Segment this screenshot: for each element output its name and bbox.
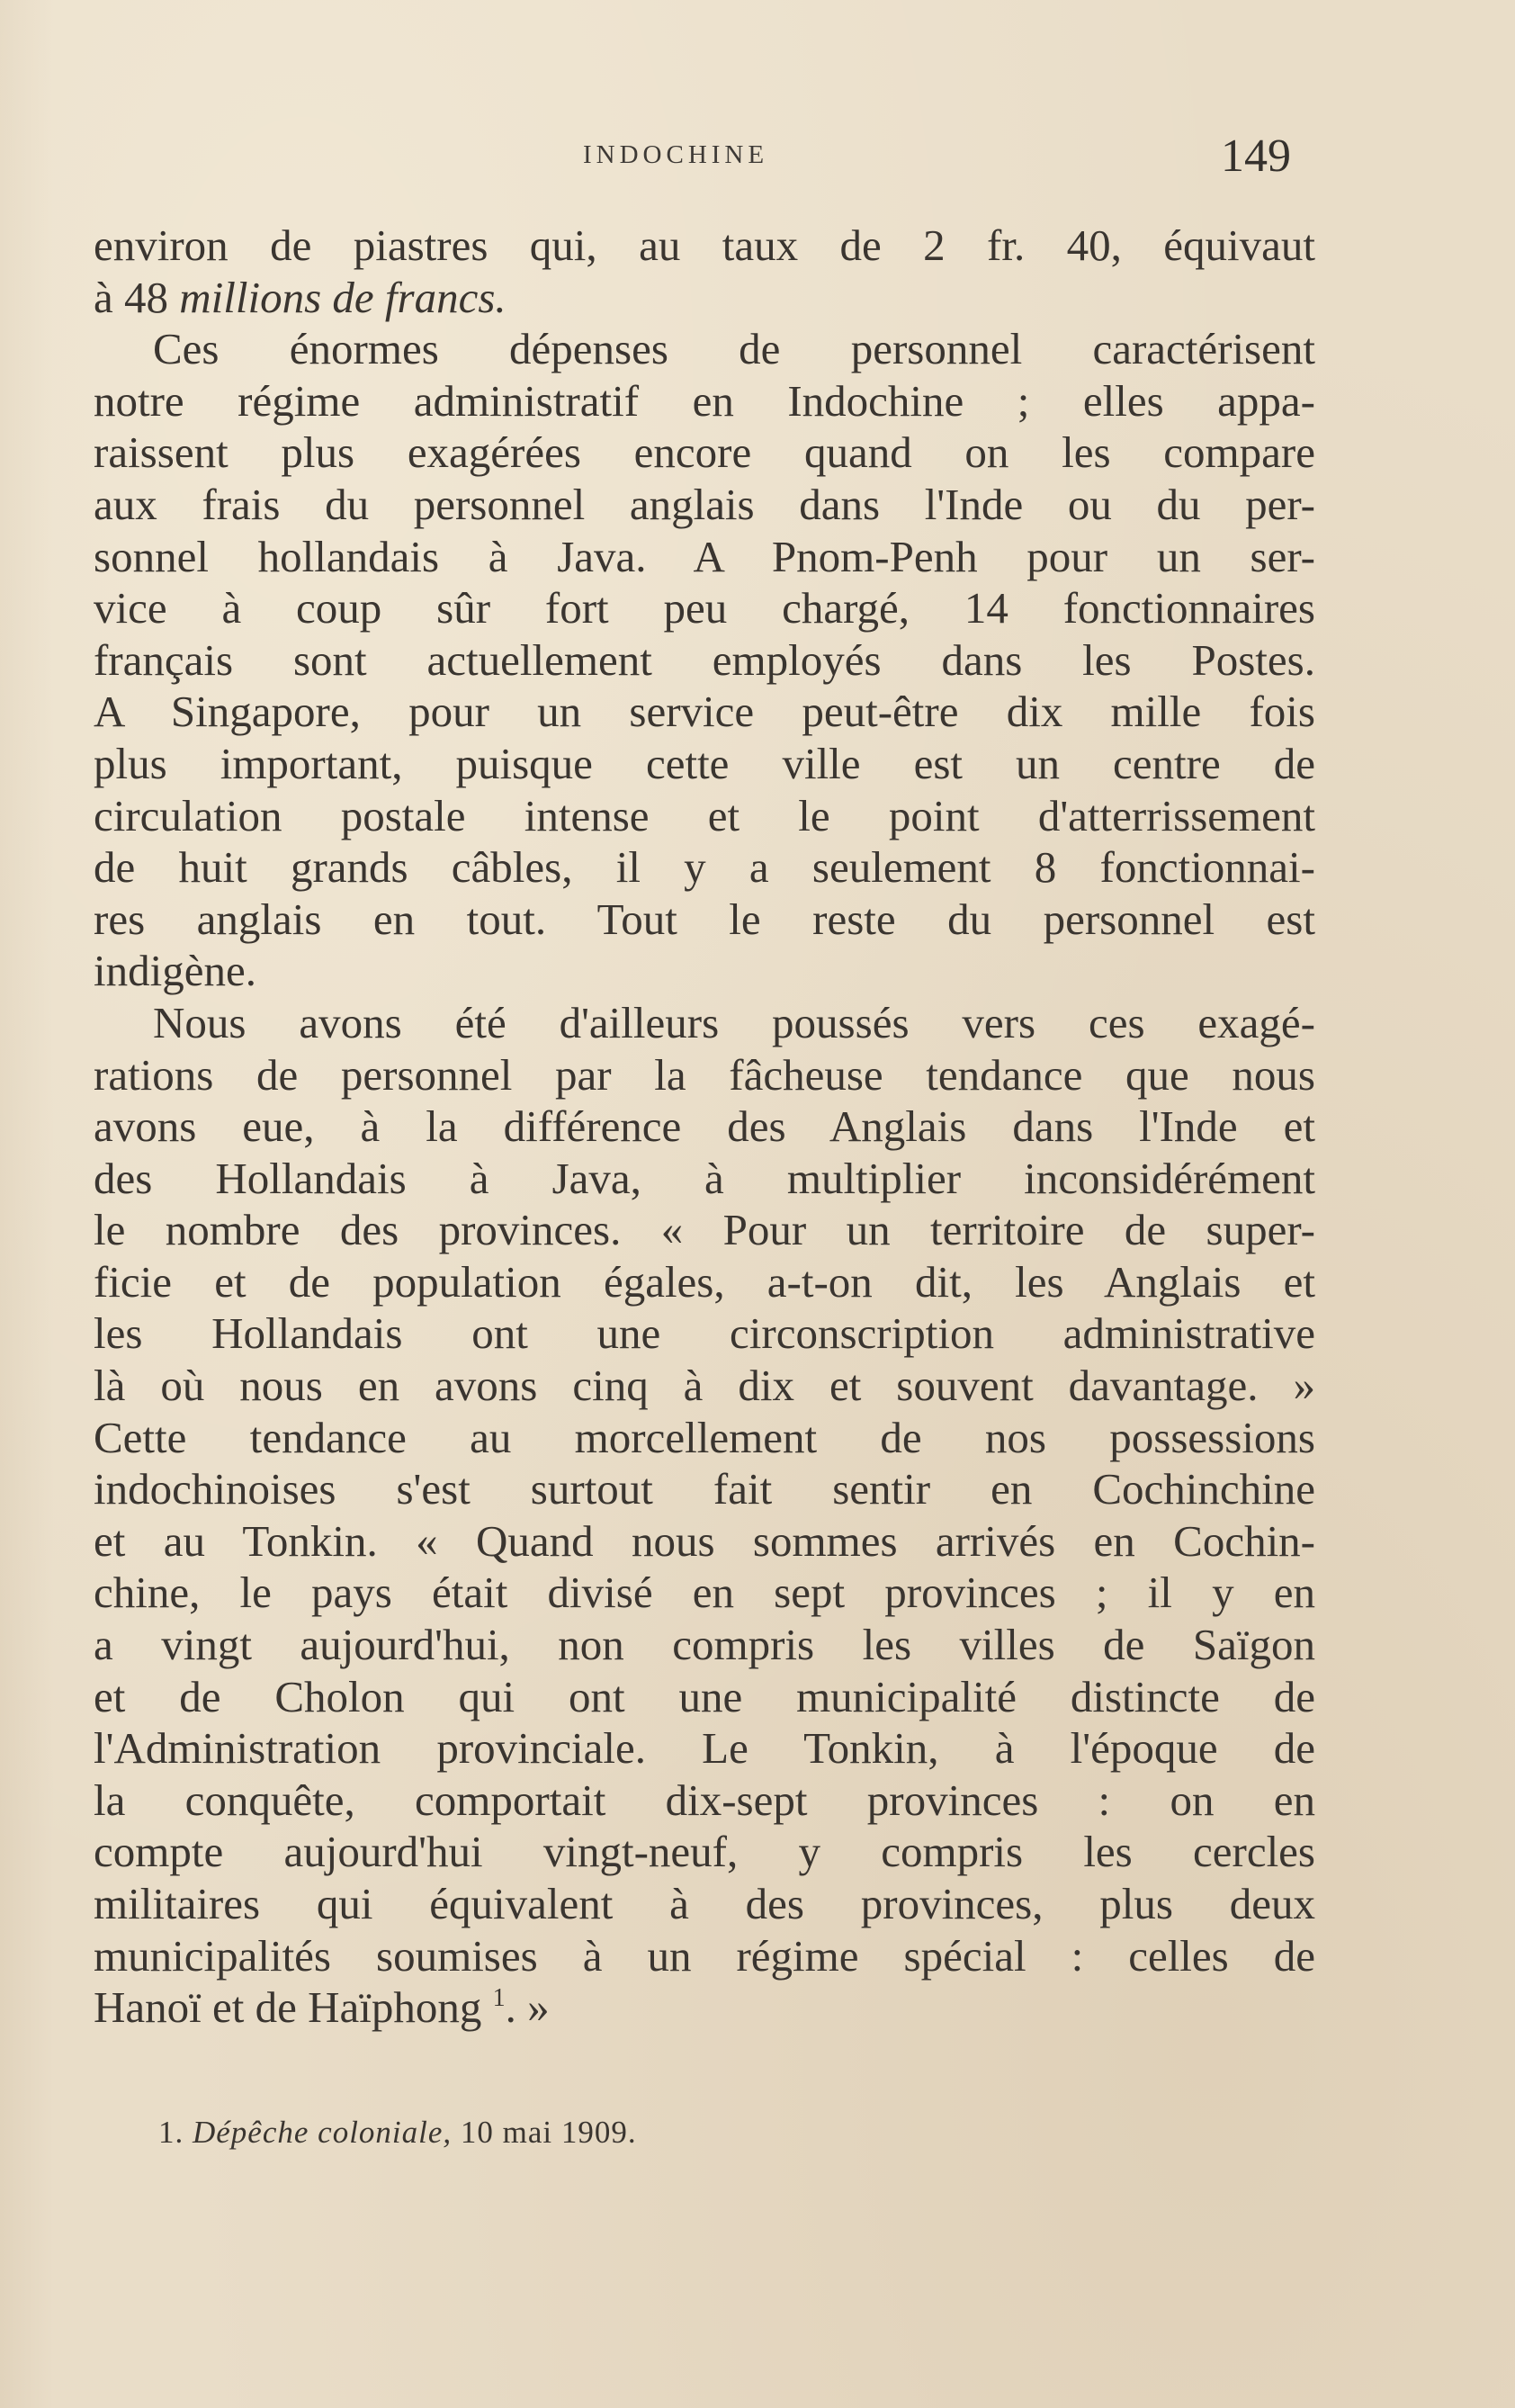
text-line: les Hollandais ont une circonscription administrative <box>94 1308 1315 1359</box>
text-line: aux frais du personnel anglais dans l'Inde ou du per- <box>94 479 1315 529</box>
text-line: militaires qui équivalent à des provinces, plus deux <box>94 1879 1315 1928</box>
text-line: là où nous en avons cinq à dix et souvent davantage. » <box>94 1361 1315 1411</box>
text-line: notre régime administratif en Indochine ; elles appa- <box>94 375 1315 426</box>
paragraph-start-line: Nous avons été d'ailleurs poussés vers ces exagé- <box>153 997 1315 1047</box>
text-line: et de Cholon qui ont une municipalité distincte de <box>94 1671 1315 1721</box>
text-line: et au Tonkin. « Quand nous sommes arrivés en Cochin- <box>94 1515 1315 1566</box>
text-line: compte aujourd'hui vingt-neuf, y compris les cercles <box>94 1827 1315 1877</box>
text-line: le nombre des provinces. « Pour un territoire de super- <box>94 1205 1315 1255</box>
text-line: de huit grands câbles, il y a seulement 8 fonctionnai- <box>94 842 1315 893</box>
text-line: rations de personnel par la fâcheuse tendance que nous <box>94 1049 1315 1100</box>
footnote-reference: 1 <box>492 1984 506 2013</box>
page-number: 149 <box>1221 130 1291 182</box>
running-head <box>0 130 1515 191</box>
text-line: l'Administration provinciale. Le Tonkin, à l'époque de <box>94 1723 1315 1774</box>
text-line: vice à coup sûr fort peu chargé, 14 fonctionnaires <box>94 583 1315 633</box>
italic-phrase: millions de francs. <box>179 272 506 322</box>
text-fragment: Hanoï et de Haïphong <box>94 1982 482 2033</box>
footnote-source: Dépêche coloniale, <box>193 2115 453 2150</box>
text-line: français sont actuellement employés dans les Postes. <box>94 634 1315 685</box>
text-line: raissent plus exagérées encore quand on les compare <box>94 427 1315 478</box>
text-line: plus important, puisque cette ville est un centre de <box>94 738 1315 788</box>
text-line: chine, le pays était divisé en sept provinces ; il y en <box>94 1568 1315 1618</box>
text-line: indochinoises s'est surtout fait sentir en Cochinchine <box>94 1464 1315 1514</box>
text-line: A Singapore, pour un service peut-être dix mille fois <box>94 687 1315 737</box>
text-line: la conquête, comportait dix-sept provinces : on en <box>94 1775 1315 1825</box>
paragraph-start-line: Ces énormes dépenses de personnel caractérisent <box>153 324 1315 374</box>
running-title: INDOCHINE <box>583 140 769 169</box>
text-line: indigène. <box>94 946 256 996</box>
text-line: des Hollandais à Java, à multiplier inconsidérément <box>94 1153 1315 1203</box>
body-text <box>94 220 1315 2034</box>
footnote-number: 1. <box>158 2115 184 2150</box>
text-line <box>94 1981 1315 2034</box>
text-fragment: . » <box>505 1982 550 2033</box>
footnote <box>158 2115 637 2151</box>
text-line: res anglais en tout. Tout le reste du personnel est <box>94 894 1315 944</box>
footnote-date: 10 mai 1909. <box>460 2115 637 2150</box>
text-line: circulation postale intense et le point d'atterrissement <box>94 790 1315 840</box>
text-line: avons eue, à la différence des Anglais dans l'Inde et <box>94 1101 1315 1152</box>
text-line: a vingt aujourd'hui, non compris les villes de Saïgon <box>94 1620 1315 1670</box>
text-line <box>94 272 1315 324</box>
text-line: municipalités soumises à un régime spécial : celles de <box>94 1930 1315 1981</box>
text-line: environ de piastres qui, au taux de 2 fr. 40, équivaut <box>94 220 1315 270</box>
text-line: sonnel hollandais à Java. A Pnom-Penh pour un ser- <box>94 531 1315 581</box>
text-line: ficie et de population égales, a-t-on dit, les Anglais et <box>94 1256 1315 1307</box>
text-line: Cette tendance au morcellement de nos possessions <box>94 1412 1315 1462</box>
text-fragment: à 48 <box>94 272 180 322</box>
